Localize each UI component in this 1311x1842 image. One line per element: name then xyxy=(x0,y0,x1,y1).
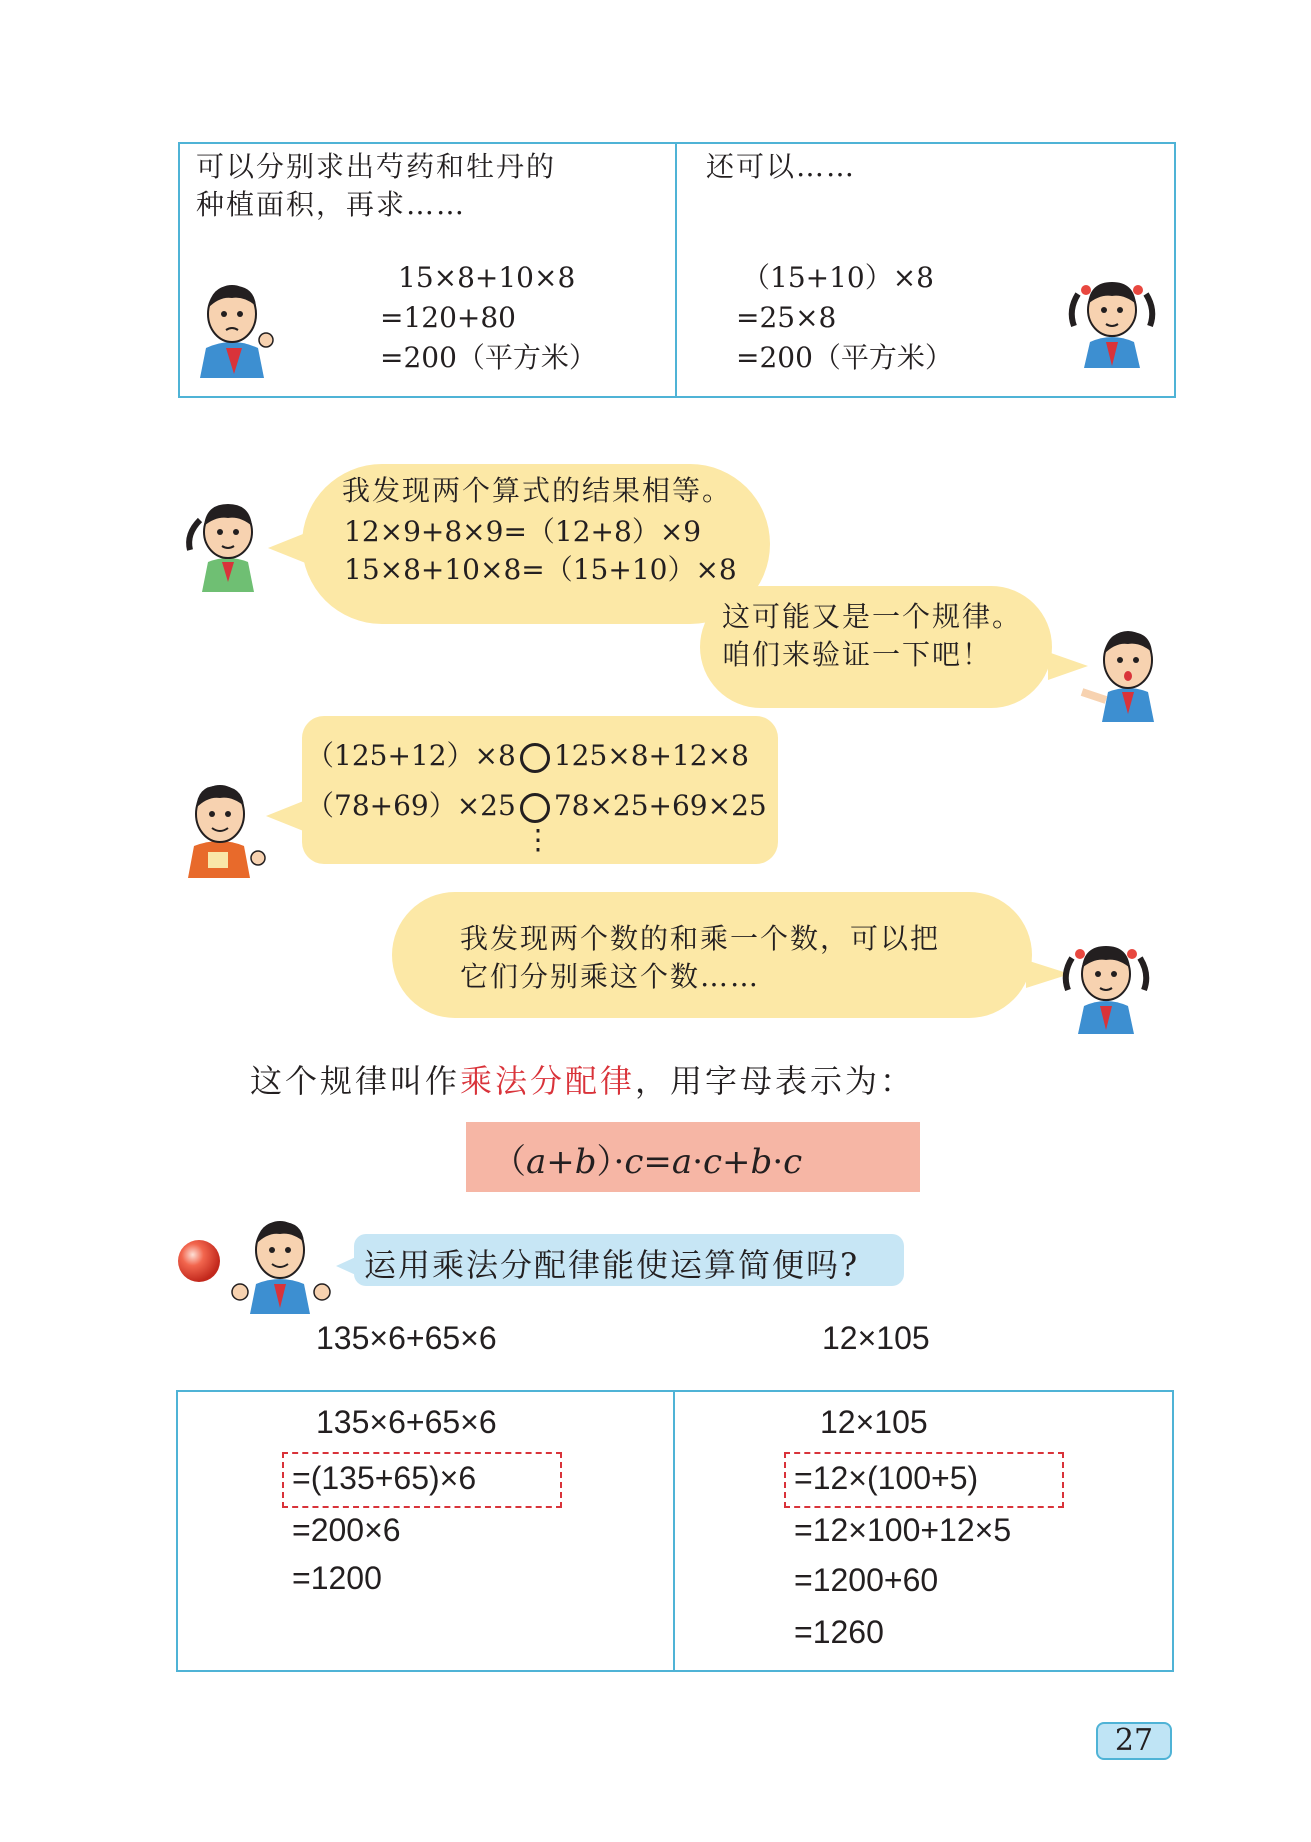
formula-dot: · xyxy=(772,1142,784,1182)
bubble3-row1 xyxy=(306,736,749,776)
speech-bubble-tail xyxy=(266,800,306,832)
left-calc-line1: 15×8+10×8 xyxy=(398,261,576,294)
right-calc-line3: =200（平方米） xyxy=(736,341,953,374)
boy-pointing-illustration xyxy=(1076,620,1172,724)
left-solution-line3: =200×6 xyxy=(292,1512,401,1548)
girl-pigtails-illustration xyxy=(1058,934,1154,1036)
right-calc-line1: （15+10）×8 xyxy=(742,261,934,294)
rule-prefix: 这个规律叫作 xyxy=(250,1062,461,1100)
right-intro: 还可以…… xyxy=(706,150,857,183)
formula-plus: + xyxy=(722,1142,751,1182)
formula-equals: = xyxy=(643,1142,672,1182)
bubble3-row2-right: 78×25+69×25 xyxy=(553,789,767,822)
bubble3-ellipsis: ⋮ xyxy=(524,823,552,856)
compare-circle-1[interactable] xyxy=(520,743,550,773)
bubble3-row2-left: （78+69）×25 xyxy=(306,789,516,822)
formula-c: c xyxy=(703,1142,723,1182)
solution-divider xyxy=(673,1390,675,1672)
left-calc-line3: =200（平方米） xyxy=(380,341,597,374)
bubble1-line2: 12×9+8×9=（12+8）×9 xyxy=(344,515,702,548)
formula-c: c xyxy=(624,1142,644,1182)
question-text: 运用乘法分配律能使运算简便吗? xyxy=(364,1246,860,1284)
bubble4-line2: 它们分别乘这个数…… xyxy=(460,960,761,993)
left-intro-line2: 种植面积，再求…… xyxy=(196,188,467,221)
formula-dot: · xyxy=(613,1142,625,1182)
exercise-2: 12×105 xyxy=(822,1320,930,1356)
rule-suffix: ，用字母表示为： xyxy=(635,1062,916,1100)
bubble2-line2: 咱们来验证一下吧！ xyxy=(722,638,993,671)
boy-orange-shirt-illustration xyxy=(178,776,270,880)
formula-a: a xyxy=(526,1142,547,1182)
right-solution-line1: 12×105 xyxy=(820,1404,928,1440)
speech-bubble-tail xyxy=(336,1256,358,1276)
formula-lparen: （ xyxy=(492,1142,526,1182)
formula-b: b xyxy=(574,1142,597,1182)
boy-thinking-illustration xyxy=(192,278,276,380)
formula-dot: · xyxy=(692,1142,703,1182)
left-solution-line2: =(135+65)×6 xyxy=(292,1460,477,1496)
bubble2-line1: 这可能又是一个规律。 xyxy=(722,600,1023,633)
boy-waving-illustration xyxy=(228,1210,334,1316)
left-calc-line2: =120+80 xyxy=(380,301,516,334)
bubble3-row1-right: 125×8+12×8 xyxy=(553,739,749,772)
red-ball-icon xyxy=(176,1238,222,1284)
girl-green-shirt-illustration xyxy=(180,490,276,594)
comparison-divider xyxy=(675,142,677,398)
left-intro-line1: 可以分别求出芍药和牡丹的 xyxy=(196,150,557,183)
compare-circle-2[interactable] xyxy=(520,793,550,823)
bubble3-row1-left: （125+12）×8 xyxy=(306,739,516,772)
bubble4-line1: 我发现两个数的和乘一个数，可以把 xyxy=(460,922,941,955)
right-solution-line2: =12×(100+5) xyxy=(794,1460,979,1496)
formula-a: a xyxy=(671,1142,693,1182)
distributive-law-term: 乘法分配律 xyxy=(460,1062,636,1100)
formula-b: b xyxy=(750,1142,773,1182)
exercise-1: 135×6+65×6 xyxy=(316,1320,497,1356)
bubble1-line3: 15×8+10×8=（15+10）×8 xyxy=(344,553,737,586)
distributive-formula xyxy=(492,1134,802,1183)
formula-rparen: ） xyxy=(596,1142,614,1182)
right-solution-line3: =12×100+12×5 xyxy=(794,1512,1012,1548)
bubble1-line1: 我发现两个算式的结果相等。 xyxy=(342,474,733,507)
right-solution-line5: =1260 xyxy=(794,1614,884,1650)
formula-plus: + xyxy=(546,1142,575,1182)
rule-sentence xyxy=(250,1056,915,1102)
right-solution-line4: =1200+60 xyxy=(794,1562,939,1598)
left-solution-line1: 135×6+65×6 xyxy=(316,1404,497,1440)
left-solution-line4: =1200 xyxy=(292,1560,382,1596)
right-calc-line2: =25×8 xyxy=(736,301,837,334)
page-number: 27 xyxy=(1096,1722,1172,1760)
girl-pigtails-illustration xyxy=(1064,270,1160,370)
formula-c: c xyxy=(783,1142,803,1182)
